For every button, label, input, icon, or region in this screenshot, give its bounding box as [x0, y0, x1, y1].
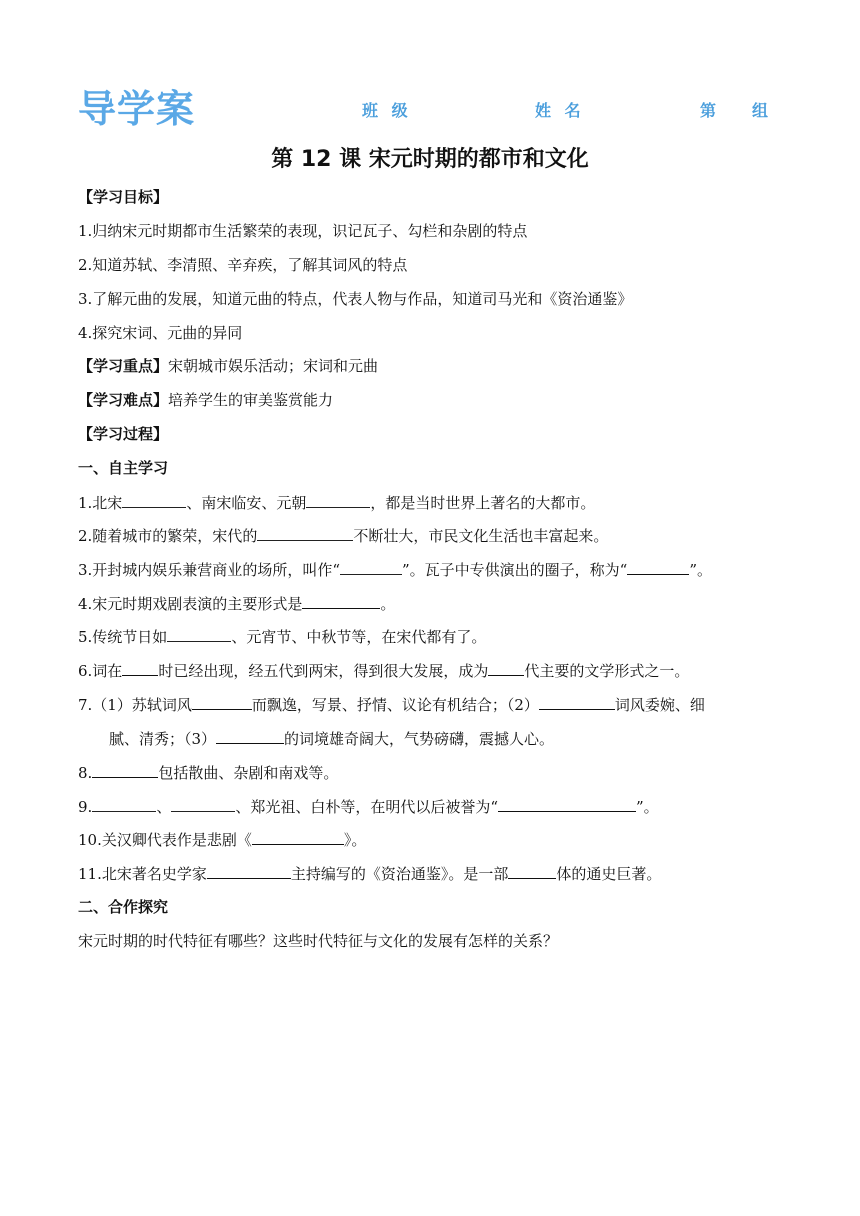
difficulty-label: 【学习难点】 [78, 391, 169, 409]
section1-heading: 一、自主学习 [78, 459, 169, 477]
question-7-continued: 腻、清秀；（3） 的词境雄奇阔大，气势磅礴，震撼人心。 [109, 727, 554, 750]
key-point-label: 【学习重点】 [78, 357, 169, 375]
process-heading: 【学习过程】 [78, 425, 169, 443]
key-point-text: 宋朝城市娱乐活动；宋词和元曲 [168, 357, 379, 375]
answer-blank[interactable] [216, 727, 284, 744]
answer-blank[interactable] [498, 795, 636, 812]
class-label: 班 级 [362, 101, 412, 120]
answer-blank[interactable] [302, 592, 380, 609]
answer-blank[interactable] [306, 491, 370, 508]
question-1: 1.北宋 、南宋临安、元朝 ，都是当时世界上著名的大都市。 [78, 491, 595, 514]
section2-heading: 二、合作探究 [78, 898, 169, 916]
question-2: 2.随着城市的繁荣，宋代的 不断壮大，市民文化生活也丰富起来。 [78, 524, 608, 547]
answer-blank[interactable] [340, 558, 402, 575]
question-9: 9. 、 、郑光祖、白朴等，在明代以后被誉为“ ”。 [78, 795, 659, 818]
answer-blank[interactable] [257, 524, 353, 541]
answer-blank[interactable] [252, 828, 344, 845]
objective-item: 1.归纳宋元时期都市生活繁荣的表现，识记瓦子、勾栏和杂剧的特点 [78, 222, 528, 240]
answer-blank[interactable] [171, 795, 235, 812]
name-label: 姓 名 [535, 101, 585, 120]
logo: 导学案 [78, 87, 196, 131]
question-6: 6.词在 时已经出现，经五代到两宋，得到很大发展，成为 代主要的文学形式之一。 [78, 659, 689, 682]
page-title: 第 12 课 宋元时期的都市和文化 [271, 147, 589, 172]
answer-blank[interactable] [122, 659, 158, 676]
section2-question: 宋元时期的时代特征有哪些？这些时代特征与文化的发展有怎样的关系？ [78, 932, 559, 950]
answer-blank[interactable] [167, 625, 231, 642]
answer-blank[interactable] [122, 491, 186, 508]
answer-blank[interactable] [539, 693, 615, 710]
objective-item: 4.探究宋词、元曲的异同 [78, 324, 243, 342]
answer-blank[interactable] [627, 558, 689, 575]
answer-blank[interactable] [92, 761, 158, 778]
objectives-heading: 【学习目标】 [78, 188, 169, 206]
answer-blank[interactable] [192, 693, 252, 710]
group-prefix: 第 [700, 101, 721, 120]
answer-blank[interactable] [207, 862, 291, 879]
question-11: 11.北宋著名史学家 主持编写的《资治通鉴》。是一部 体的通史巨著。 [78, 862, 661, 885]
answer-blank[interactable] [508, 862, 556, 879]
question-10: 10.关汉卿代表作是悲剧《 》。 [78, 828, 366, 851]
answer-blank[interactable] [488, 659, 524, 676]
question-7: 7.（1）苏轼词风 而飘逸，写景、抒情、议论有机结合；（2） 词风委婉、细 [78, 693, 705, 716]
question-5: 5.传统节日如 、元宵节、中秋节等，在宋代都有了。 [78, 625, 486, 648]
question-3: 3.开封城内娱乐兼营商业的场所，叫作“ ”。瓦子中专供演出的圈子，称为“ ”。 [78, 558, 712, 581]
question-4: 4.宋元时期戏剧表演的主要形式是 。 [78, 592, 395, 615]
group-suffix: 组 [752, 101, 773, 120]
difficulty [78, 389, 333, 411]
objective-item: 2.知道苏轼、李清照、辛弃疾，了解其词风的特点 [78, 256, 408, 274]
difficulty-text: 培养学生的审美鉴赏能力 [168, 391, 334, 409]
objective-item: 3.了解元曲的发展，知道元曲的特点，代表人物与作品，知道司马光和《资治通鉴》 [78, 290, 633, 308]
answer-blank[interactable] [92, 795, 156, 812]
key-point [78, 355, 378, 377]
question-8: 8. 包括散曲、杂剧和南戏等。 [78, 761, 338, 784]
